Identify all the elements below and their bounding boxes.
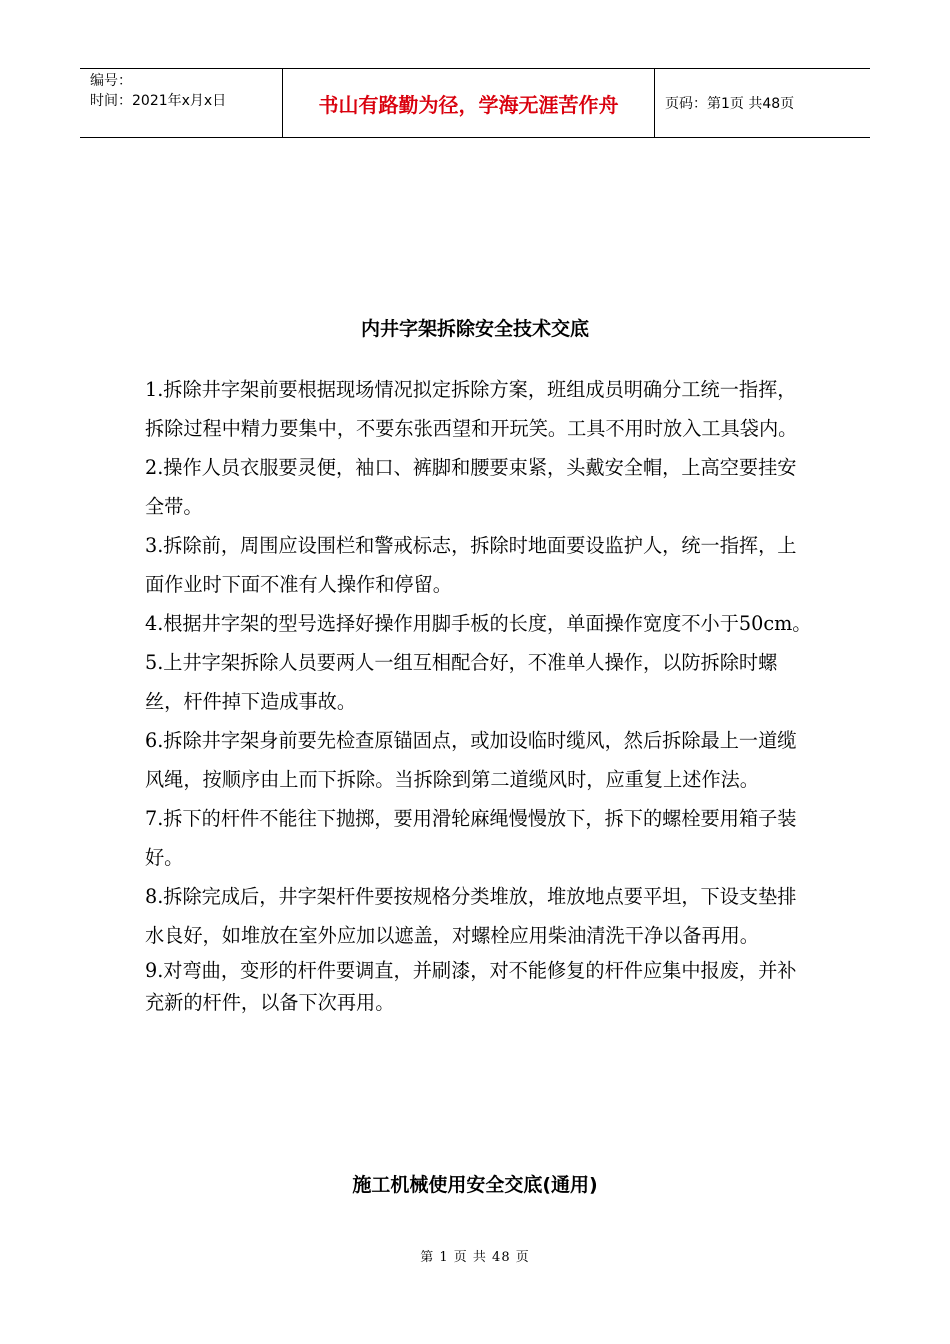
- paragraph-item-4: 4.根据井字架的型号选择好操作用脚手板的长度，单面操作宽度不小于50cm。: [145, 612, 812, 635]
- paragraph-item-6: 6.拆除井字架身前要先检查原锚固点，或加设临时缆风，然后拆除最上一道缆风绳，按顺序由上而下拆除。当拆除到第二道缆风时，应重复上述作法。: [145, 729, 797, 791]
- paragraph-item-1: 1.拆除井字架前要根据现场情况拟定拆除方案，班组成员明确分工统一指挥，拆除过程中精力要集中，不要东张西望和开玩笑。工具不用时放入工具袋内。: [145, 378, 798, 440]
- paragraph-item-8: 8.拆除完成后，井字架杆件要按规格分类堆放，堆放地点要平坦，下设支垫排水良好，如堆放在室外应加以遮盖，对螺栓应用柴油清洗干净以备再用。: [145, 885, 797, 947]
- page-footer: 第 1 页 共 48 页: [420, 1250, 530, 1265]
- time-label: 时间：2021年x月x日: [90, 93, 227, 109]
- paragraph-item-5: 5.上井字架拆除人员要两人一组互相配合好，不准单人操作，以防拆除时螺丝，杆件掉下造成事故。: [145, 651, 778, 713]
- next-section-title: 施工机械使用安全交底(通用): [352, 1174, 598, 1196]
- document-body: [145, 370, 813, 1019]
- header-motto: 书山有路勤为径，学海无涯苦作舟: [282, 69, 655, 137]
- paragraph-item-9: 9.对弯曲，变形的杆件要调直，并刷漆，对不能修复的杆件应集中报废，并补充新的杆件，以备下次再用。: [145, 959, 797, 1014]
- header-meta: [80, 69, 282, 137]
- paragraph-item-3: 3.拆除前，周围应设围栏和警戒标志，拆除时地面要设监护人，统一指挥，上面作业时下面不准有人操作和停留。: [145, 534, 797, 596]
- page-header: [80, 68, 870, 138]
- header-page-info: 页码：第1页 共48页: [665, 96, 795, 112]
- code-label: 编号：: [90, 73, 132, 89]
- document-title: 内井字架拆除安全技术交底: [360, 318, 589, 340]
- paragraph-item-2: 2.操作人员衣服要灵便，袖口、裤脚和腰要束紧，头戴安全帽，上高空要挂安全带。: [145, 456, 797, 518]
- paragraph-item-7: 7.拆下的杆件不能往下抛掷，要用滑轮麻绳慢慢放下，拆下的螺栓要用箱子装好。: [145, 807, 797, 869]
